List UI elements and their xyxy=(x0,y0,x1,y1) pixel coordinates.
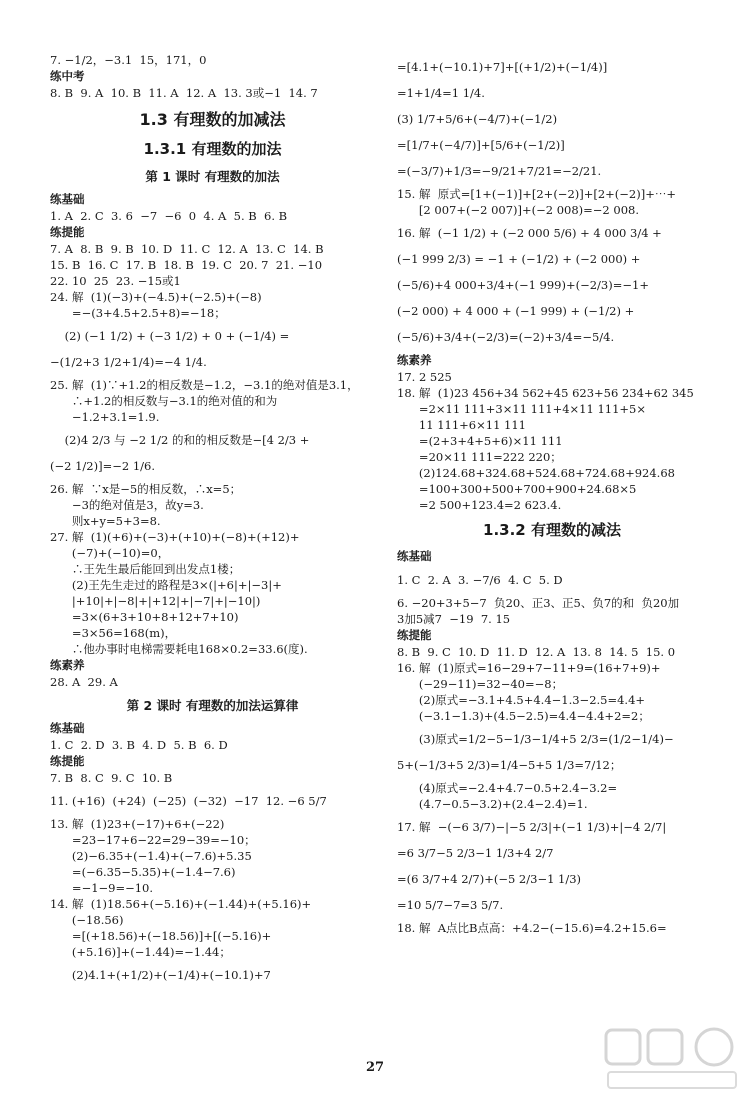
answer-line: (4.7−0.5−3.2)+(2.4−2.4)=1. xyxy=(397,797,588,811)
math-line: −(1/2+3 1/2+1/4)=−4 1/4. xyxy=(50,355,207,369)
section-heading: 第 1 课时 有理数的加法 xyxy=(145,169,280,184)
answer-line: (−29−11)=32−40=−8； xyxy=(397,677,564,691)
answer-line: 1. A 2. C 3. 6 −7 −6 0 4. A 5. B 6. B xyxy=(50,209,288,223)
math-line: (2)4.1+(+1/2)+(−1/4)+(−10.1)+7 xyxy=(50,968,271,982)
answer-line: (4)原式=−2.4+4.7−0.5+2.4−3.2= xyxy=(397,781,618,795)
math-line: (−5/6)+4 000+3/4+(−1 999)+(−2/3)=−1+ xyxy=(397,278,649,292)
answer-line: =20×11 111=222 220； xyxy=(397,450,562,464)
math-line: (2)4 2/3 与 −2 1/2 的和的相反数是−[4 2/3 + xyxy=(50,433,310,447)
math-line: (3) 1/7+5/6+(−4/7)+(−1/2) xyxy=(397,112,558,126)
answer-line: (2)−6.35+(−1.4)+(−7.6)+5.35 xyxy=(50,849,252,863)
math-line: =(6 3/7+4 2/7)+(−5 2/3−1 1/3) xyxy=(397,872,582,886)
math-line: (3)原式=1/2−5−1/3−1/4+5 2/3=(1/2−1/4)− xyxy=(397,732,674,746)
answer-line: 15. B 16. C 17. B 18. B 19. C 20. 7 21. −10 xyxy=(50,258,323,272)
answer-line: 1. C 2. D 3. B 4. D 5. B 6. D xyxy=(50,738,228,752)
answer-line: (2)124.68+324.68+524.68+724.68+924.68 xyxy=(397,466,675,480)
answer-line: ∴+1.2的相反数与−3.1的绝对值的和为 xyxy=(50,394,278,408)
math-line: (−1 999 2/3) = −1 + (−1/2) + (−2 000) + xyxy=(397,252,641,266)
answer-line: 24. 解 (1)(−3)+(−4.5)+(−2.5)+(−8) xyxy=(50,290,262,304)
math-line: (−2 1/2)]=−2 1/6. xyxy=(50,459,155,473)
math-line: =(−3/7)+1/3=−9/21+7/21=−2/21. xyxy=(397,164,602,178)
answer-line: (−7)+(−10)=0， xyxy=(50,546,170,560)
answer-line: 28. A 29. A xyxy=(50,675,118,689)
answer-line: [2 007+(−2 007)]+(−2 008)=−2 008. xyxy=(397,203,640,217)
exercise-label: 练素养 xyxy=(397,353,432,367)
math-line: 5+(−1/3+5 2/3)=1/4−5+5 1/3=7/12； xyxy=(397,758,622,772)
answer-line: (−18.56) xyxy=(50,913,124,927)
math-line: (2) (−1 1/2) + (−3 1/2) + 0 + (−1/4) = xyxy=(50,329,290,343)
answer-line: −3的绝对值是3，故y=3. xyxy=(50,498,204,512)
answer-line: 6. −20+3+5−7 负20、正3、正5、负7的和 负20加 xyxy=(397,596,680,610)
exercise-label: 练提能 xyxy=(50,225,85,239)
answer-line: =100+300+500+700+900+24.68×5 xyxy=(397,482,637,496)
answer-line: 18. 解 (1)23 456+34 562+45 623+56 234+62 345 xyxy=(397,386,694,400)
answer-line: (2)原式=−3.1+4.5+4.4−1.3−2.5=4.4+ xyxy=(397,693,646,707)
answer-line: =3×(6+3+10+8+12+7+10) xyxy=(50,610,239,624)
answer-line: (2)王先生走过的路程是3×(|+6|+|−3|+ xyxy=(50,578,282,592)
answer-line: 3加5减7 −19 7. 15 xyxy=(397,612,511,626)
math-line: =1+1/4=1 1/4. xyxy=(397,86,485,100)
section-heading: 1.3.1 有理数的加法 xyxy=(143,140,282,158)
answer-line: =(−6.35−5.35)+(−1.4−7.6) xyxy=(50,865,236,879)
section-heading: 第 2 课时 有理数的加法运算律 xyxy=(126,698,299,713)
answer-line: 13. 解 (1)23+(−17)+6+(−22) xyxy=(50,817,225,831)
answer-line: 则x+y=5+3=8. xyxy=(50,514,161,528)
math-line: (−2 000) + 4 000 + (−1 999) + (−1/2) + xyxy=(397,304,635,318)
page-number: 27 xyxy=(365,1060,385,1075)
answer-line: ∴王先生最后能回到出发点1楼； xyxy=(50,562,241,576)
answer-line: =[(+18.56)+(−18.56)]+[(−5.16)+ xyxy=(50,929,272,943)
section-heading: 1.3.2 有理数的减法 xyxy=(483,521,621,539)
answer-line: (+5.16)]+(−1.44)=−1.44； xyxy=(50,945,231,959)
exercise-label: 练基础 xyxy=(397,549,432,563)
answer-line: 22. 10 25 23. −15或1 xyxy=(50,274,181,288)
exercise-label: 练提能 xyxy=(50,754,85,768)
math-line: 17. 解 −(−6 3/7)−|−5 2/3|+(−1 1/3)+|−4 2/7| xyxy=(397,820,667,834)
exercise-label: 练提能 xyxy=(397,628,432,642)
exercise-label: 练基础 xyxy=(50,192,85,206)
answer-line: −1.2+3.1=1.9. xyxy=(50,410,160,424)
answer-line: =3×56=168(m)， xyxy=(50,626,177,640)
answer-line: 8. B 9. A 10. B 11. A 12. A 13. 3或−1 14. 7 xyxy=(50,86,318,100)
answer-line: 7. −1/2，−3.1 15，171，0 xyxy=(50,53,207,67)
answer-line: =2 500+123.4=2 623.4. xyxy=(397,498,562,512)
section-heading: 1.3 有理数的加减法 xyxy=(139,110,286,129)
math-line: =6 3/7−5 2/3−1 1/3+4 2/7 xyxy=(397,846,554,860)
math-line: =[1/7+(−4/7)]+[5/6+(−1/2)] xyxy=(397,138,565,152)
right-column xyxy=(397,52,707,936)
math-line: (−5/6)+3/4+(−2/3)=(−2)+3/4=−5/4. xyxy=(397,330,615,344)
answer-line: 16. 解 (1)原式=16−29+7−11+9=(16+7+9)+ xyxy=(397,661,661,675)
math-line: 1. C 2. A 3. −7/6 4. C 5. D xyxy=(397,573,563,587)
math-line: =10 5/7−7=3 5/7. xyxy=(397,898,504,912)
answer-line: 7. A 8. B 9. B 10. D 11. C 12. A 13. C 14. B xyxy=(50,242,324,256)
answer-line: 8. B 9. C 10. D 11. D 12. A 13. 8 14. 5 15. 0 xyxy=(397,645,676,659)
answer-line: ∴他办事时电梯需要耗电168×0.2=33.6(度). xyxy=(50,642,308,656)
left-column xyxy=(50,52,375,990)
answer-line: =−1−9=−10. xyxy=(50,881,154,895)
answer-line: =2×11 111+3×11 111+4×11 111+5× xyxy=(397,402,647,416)
answer-line: =23−17+6−22=29−39=−10； xyxy=(50,833,256,847)
answer-line: (−3.1−1.3)+(4.5−2.5)=4.4−4.4+2=2； xyxy=(397,709,650,723)
exercise-label: 练基础 xyxy=(50,721,85,735)
answer-line: 11 111+6×11 111 xyxy=(397,418,526,432)
answer-line: 15. 解 原式=[1+(−1)]+[2+(−2)]+[2+(−2)]+⋯+ xyxy=(397,187,676,201)
answer-line: =(2+3+4+5+6)×11 111 xyxy=(397,434,563,448)
math-line: =[4.1+(−10.1)+7]+[(+1/2)+(−1/4)] xyxy=(397,60,608,74)
answer-line: 25. 解 (1)∵+1.2的相反数是−1.2，−3.1的绝对值是3.1， xyxy=(50,378,359,392)
exercise-label: 练中考 xyxy=(50,69,85,83)
math-line: 16. 解 (−1 1/2) + (−2 000 5/6) + 4 000 3/4 + xyxy=(397,226,662,240)
exercise-label: 练素养 xyxy=(50,658,85,672)
answer-line: 14. 解 (1)18.56+(−5.16)+(−1.44)+(+5.16)+ xyxy=(50,897,312,911)
answer-line: 26. 解 ∵x是−5的相反数，∴x=5； xyxy=(50,482,242,496)
answer-line: 27. 解 (1)(+6)+(−3)+(+10)+(−8)+(+12)+ xyxy=(50,530,300,544)
answer-line: 18. 解 A点比B点高：+4.2−(−15.6)=4.2+15.6= xyxy=(397,921,667,935)
watermark-logo-icon xyxy=(602,1024,742,1094)
answer-line: |+10|+|−8|+|+12|+|−7|+|−10|) xyxy=(50,594,261,608)
answer-line: 17. 2 525 xyxy=(397,370,452,384)
answer-line: =−(3+4.5+2.5+8)=−18； xyxy=(50,306,226,320)
math-line: 11. (+16) (+24) (−25) (−32) −17 12. −6 5/7 xyxy=(50,794,327,808)
answer-line: 7. B 8. C 9. C 10. B xyxy=(50,771,173,785)
